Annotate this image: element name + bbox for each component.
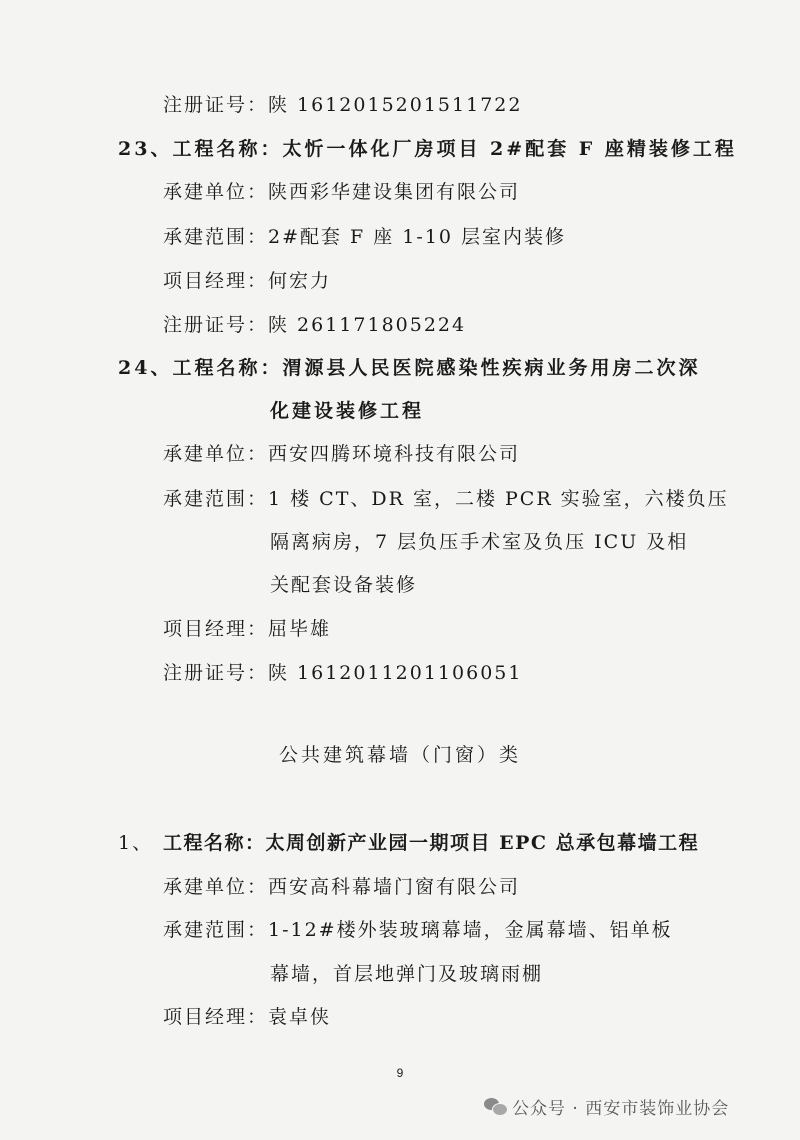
entry-line: 承建范围：1 楼 CT、DR 室，二楼 PCR 实验室，六楼负压	[163, 488, 729, 510]
entry-line: 注册证号：陕 1612011201106051	[163, 662, 523, 684]
entry-line: 项目经理：何宏力	[163, 270, 332, 292]
watermark	[484, 1094, 729, 1119]
entry-line-cont: 幕墙，首层地弹门及玻璃雨棚	[270, 963, 544, 985]
entry-line: 承建单位：西安高科幕墙门窗有限公司	[163, 876, 521, 898]
page-number: 9	[396, 1066, 404, 1080]
entry-line-cont: 隔离病房，7 层负压手术室及负压 ICU 及相	[270, 531, 689, 553]
entry-line: 注册证号：陕 1612015201511722	[163, 94, 523, 116]
section-title: 公共建筑幕墙（门窗）类	[278, 744, 521, 766]
entry-line: 项目经理：屈毕雄	[163, 618, 332, 640]
entry-line: 承建单位：陕西彩华建设集团有限公司	[163, 181, 521, 203]
project-title: 24、工程名称：渭源县人民医院感染性疾病业务用房二次深	[118, 357, 701, 379]
wechat-icon	[484, 1098, 506, 1116]
entry-line: 承建范围：2#配套 F 座 1-10 层室内装修	[163, 226, 567, 248]
project-title: 23、工程名称：太忻一体化厂房项目 2#配套 F 座精装修工程	[118, 138, 737, 160]
entry-line: 承建范围：1-12#楼外装玻璃幕墙，金属幕墙、铝单板	[163, 919, 673, 941]
project-title: 工程名称：太周创新产业园一期项目 EPC 总承包幕墙工程	[163, 832, 700, 854]
entry-line: 注册证号：陕 261171805224	[163, 314, 467, 336]
watermark-text: 公众号 · 西安市装饰业协会	[512, 1099, 730, 1119]
project-title-cont: 化建设装修工程	[270, 400, 425, 422]
project-number: 1、	[118, 832, 154, 854]
entry-line: 承建单位：西安四腾环境科技有限公司	[163, 443, 521, 465]
entry-line: 项目经理：袁卓侠	[163, 1006, 332, 1028]
entry-line-cont: 关配套设备装修	[270, 574, 418, 596]
